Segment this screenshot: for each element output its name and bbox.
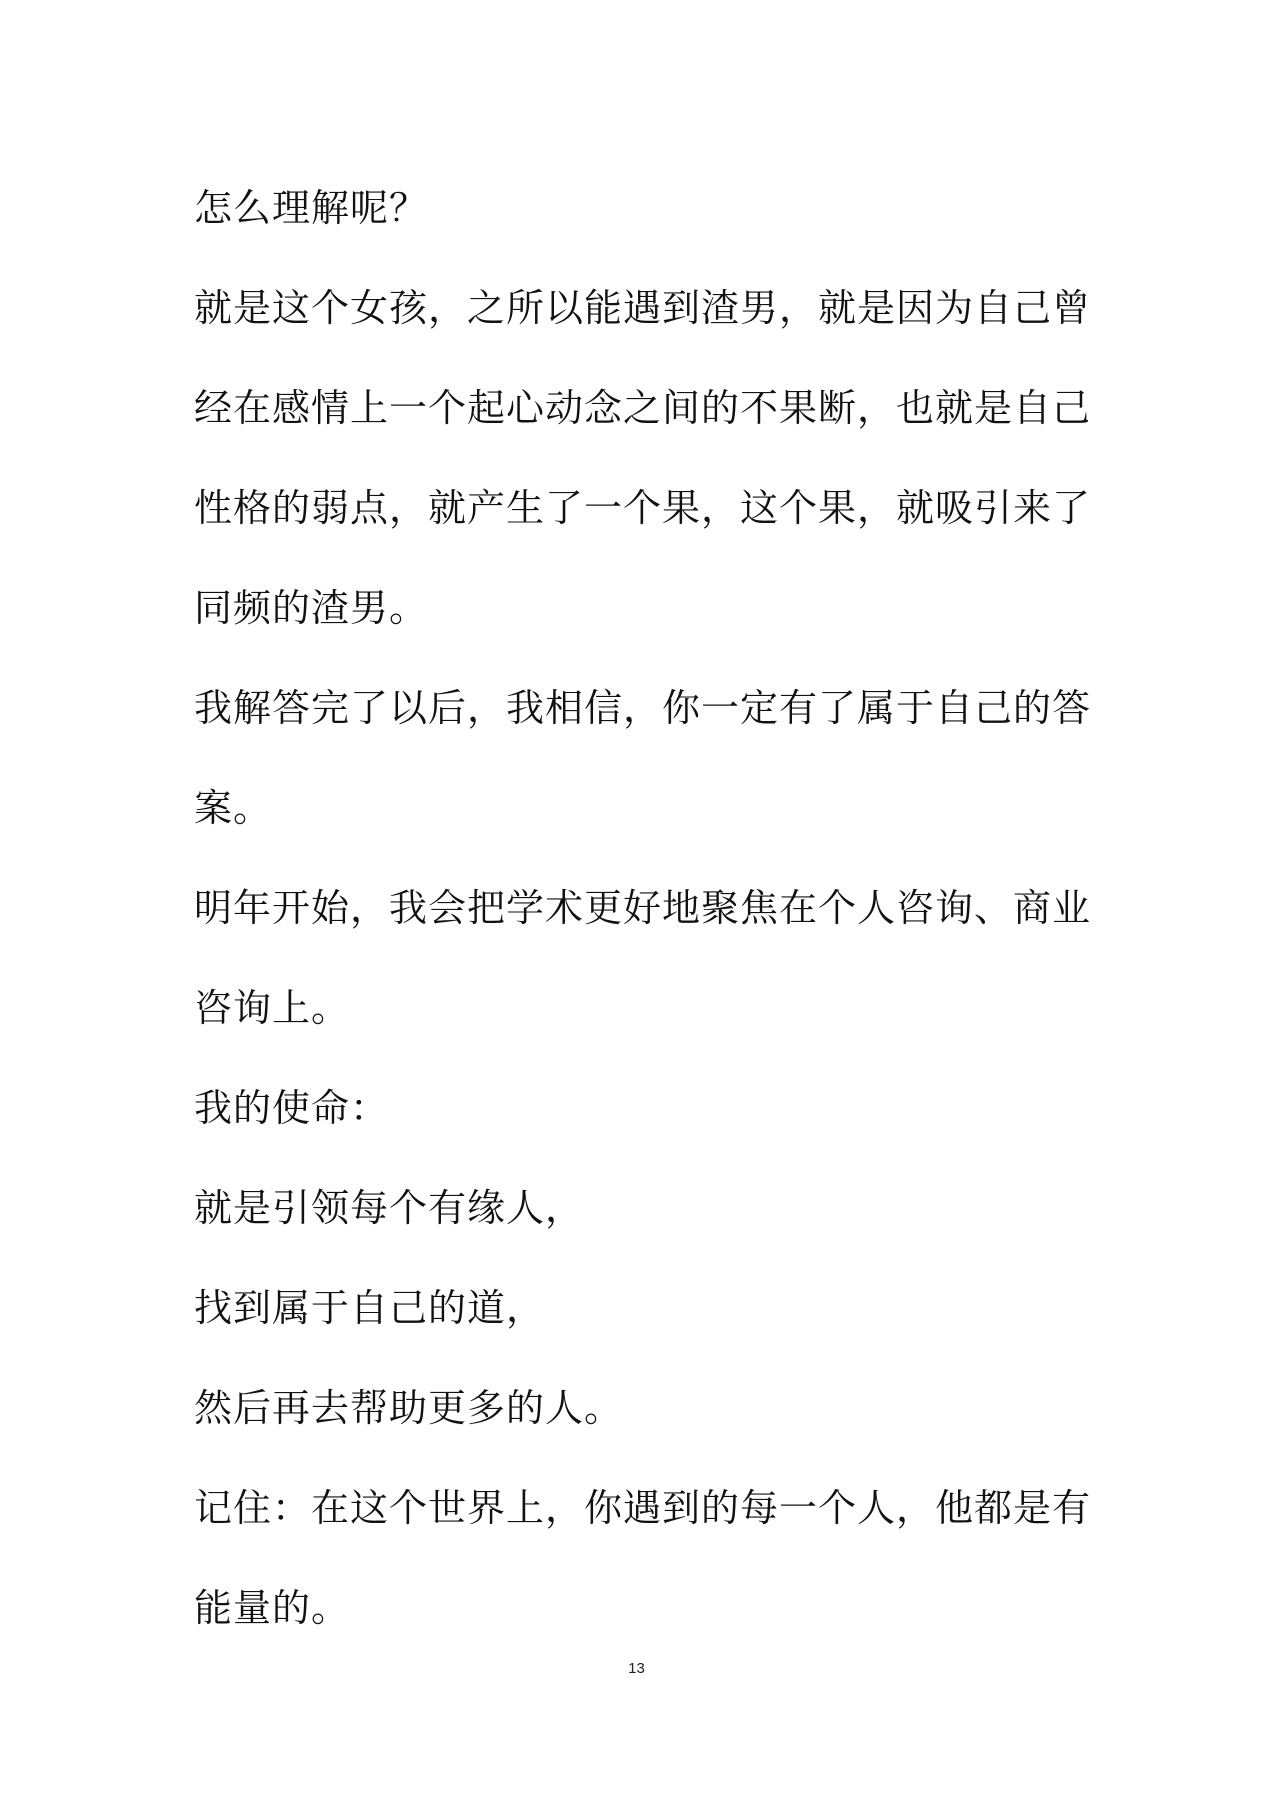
text-line: 经在感情上一个起心动念之间的不果断，也就是自己 <box>194 386 1092 430</box>
text-line: 记住：在这个世界上，你遇到的每一个人，他都是有 <box>194 1486 1092 1530</box>
text-line: 我的使命： <box>194 1086 390 1130</box>
text-line: 怎么理解呢？ <box>194 186 429 230</box>
text-line: 性格的弱点，就产生了一个果，这个果，就吸引来了 <box>194 486 1092 530</box>
page-number: 13 <box>628 1660 645 1677</box>
text-line: 案。 <box>194 786 273 830</box>
text-line: 然后再去帮助更多的人。 <box>194 1386 624 1430</box>
text-line: 就是这个女孩，之所以能遇到渣男，就是因为自己曾 <box>194 286 1092 330</box>
text-line: 咨询上。 <box>194 986 351 1030</box>
text-line: 就是引领每个有缘人， <box>194 1186 585 1230</box>
text-line: 我解答完了以后，我相信，你一定有了属于自己的答 <box>194 686 1092 730</box>
text-line: 明年开始，我会把学术更好地聚焦在个人咨询、商业 <box>194 886 1092 930</box>
text-line: 同频的渣男。 <box>194 586 429 630</box>
text-line: 能量的。 <box>194 1586 351 1630</box>
text-line: 找到属于自己的道， <box>194 1286 546 1330</box>
